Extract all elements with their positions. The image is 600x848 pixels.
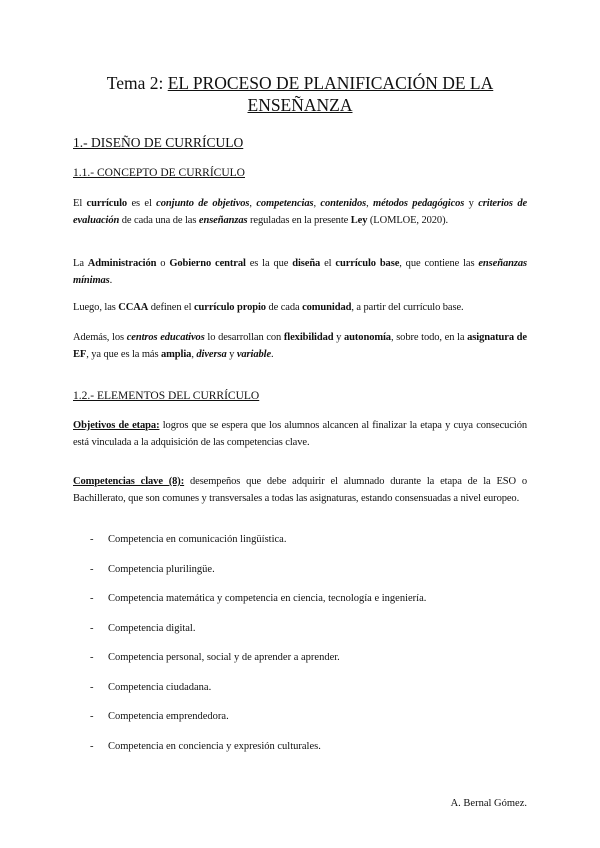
- term-objetivos-etapa: Objetivos de etapa:: [73, 420, 160, 431]
- bullet-dash: -: [90, 563, 94, 575]
- list-item: - Competencia en comunicación lingüística.: [90, 532, 426, 562]
- bullet-dash: -: [90, 534, 94, 545]
- bullet-dash: -: [90, 652, 94, 663]
- title-line-1: EL PROCESO DE PLANIFICACIÓN DE LA: [167, 73, 494, 93]
- title-line-2: ENSEÑANZA: [247, 95, 353, 115]
- list-item: - Competencia matemática y competencia en ciencia, tecnología e ingeniería.: [90, 591, 426, 621]
- paragraph-ccaa: Luego, las CCAA definen el currículo propio de cada comunidad, a partir del currículo base.: [73, 302, 464, 313]
- list-item: - Competencia en conciencia y expresión culturales.: [90, 739, 426, 769]
- paragraph-curriculo-definition: El currículo es el conjunto de objetivos, competencias, contenidos, métodos pedagógicos y criterios de evaluación de cada una de las enseñanzas reguladas en la presente Ley (LOMLOE, 2020).: [73, 198, 528, 226]
- list-item: - Competencia digital.: [90, 621, 426, 651]
- document-title: [70, 72, 530, 116]
- list-item: - Competencia emprendedora.: [90, 709, 426, 739]
- paragraph-competencias-clave: Competencias clave (8): desempeños que debe adquirir el alumnado durante la etapa de la ESO o Bachillerato, que son comunes y transversales a todas las asignaturas, estando consensuadas a nivel europeo.: [73, 476, 527, 504]
- bullet-dash: -: [90, 593, 94, 604]
- subsection-heading-1-2: 1.2.- ELEMENTOS DEL CURRÍCULO: [73, 390, 260, 402]
- bullet-dash: -: [90, 681, 94, 693]
- bullet-dash: -: [90, 622, 94, 634]
- list-item: - Competencia ciudadana.: [90, 680, 426, 710]
- paragraph-administracion: La Administración o Gobierno central es la que diseña el currículo base, que contiene las enseñanzas mínimas.: [73, 258, 527, 286]
- section-heading-1: 1.- DISEÑO DE CURRÍCULO: [73, 135, 244, 150]
- competencias-list: [90, 532, 426, 768]
- list-item: - Competencia personal, social y de aprender a aprender.: [90, 650, 426, 680]
- paragraph-objetivos-etapa: Objetivos de etapa: logros que se espera que los alumnos alcancen al finalizar la etapa y cuya consecución está vinculada a la adquisición de las competencias clave.: [73, 420, 527, 448]
- bullet-dash: -: [90, 740, 94, 752]
- bullet-dash: -: [90, 711, 94, 722]
- footer-author: A. Bernal Gómez.: [450, 798, 527, 809]
- term-competencias-clave: Competencias clave (8):: [73, 476, 185, 487]
- list-item: - Competencia plurilingüe.: [90, 562, 426, 592]
- title-prefix: Tema 2:: [106, 73, 168, 93]
- subsection-heading-1-1: 1.1.- CONCEPTO DE CURRÍCULO: [73, 167, 245, 179]
- paragraph-centros-educativos: Además, los centros educativos lo desarrollan con flexibilidad y autonomía, sobre todo, en la asignatura de EF, ya que es la más amplia, diversa y variable.: [73, 332, 527, 360]
